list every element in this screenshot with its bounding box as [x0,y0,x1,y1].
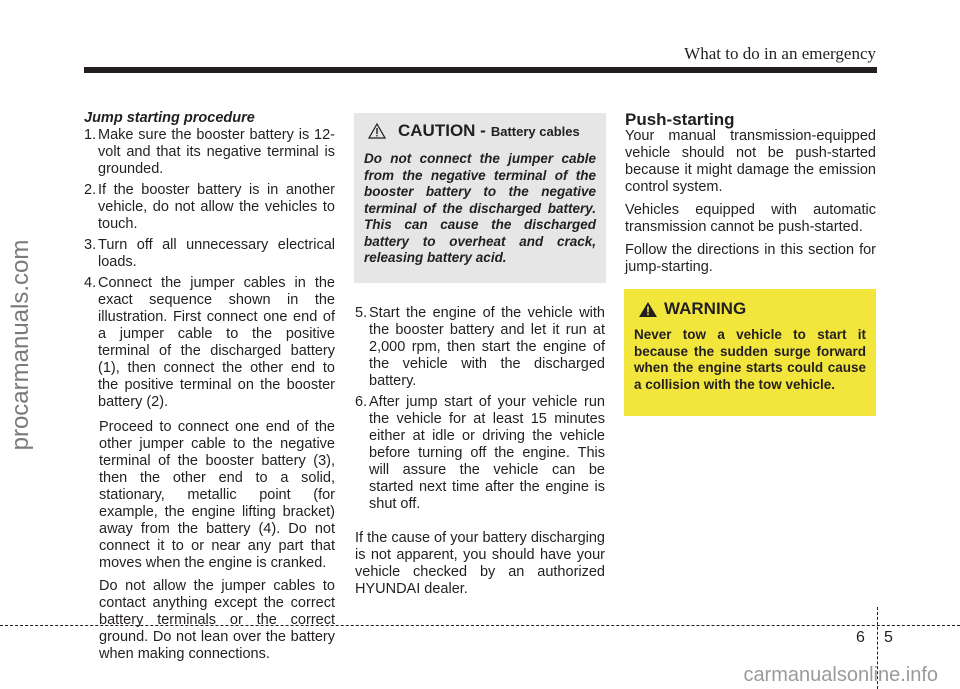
side-watermark-text: procarmanuals.com [7,239,34,450]
warning-box [624,289,876,416]
list-number: 1. [84,127,97,143]
page-header-title: What to do in an emergency [684,44,876,63]
list-text: Make sure the booster battery is 12-volt and that its negative terminal is grounded. [98,127,335,177]
caution-subtitle: Battery cables [490,123,580,139]
list-item [84,127,335,178]
list-item [355,305,605,390]
caution-title: CAUTION - [398,121,486,140]
bottom-watermark: carmanualsonline.info [743,664,938,686]
chapter-number: 6 [856,629,865,646]
warning-body: Never tow a vehicle to start it because the sudden surge forward when the engine starts could cause a collision with the tow vehicle. [634,327,866,392]
side-watermark [4,0,38,689]
warning-title: WARNING [664,299,747,318]
list-text: After jump start of your vehicle run the vehicle for at least 15 minutes either at idle or driving the vehicle before turning off the engine. This will assure the vehicle can be started next time after the engine is shut off. [369,394,605,512]
paragraph: Your manual transmission-equipped vehicle should not be push-started because it might damage the emission control system. [625,128,876,195]
list-item [84,275,335,411]
caution-body: Do not connect the jumper cable from the negative terminal of the booster battery to the negative terminal of the discharged battery. This can cause the discharged battery to overheat and crack, releasing battery acid. [364,151,596,265]
jump-start-heading: Jump starting procedure [84,110,255,126]
paragraph: Follow the directions in this section for jump-starting. [625,242,876,275]
list-text: Turn off all unnecessary electrical loads. [98,237,335,270]
push-starting-heading: Push-starting [625,110,735,129]
caution-box [354,113,606,283]
list-number: 4. [84,275,97,291]
list-number: 5. [355,305,368,321]
list-number: 3. [84,237,97,253]
list-text: Connect the jumper cables in the exact sequence shown in the illustration. First connect one end of a jumper cable to the positive terminal of the discharged battery (1), then connect the other end to the positive terminal on the booster battery (2). [98,275,335,410]
right-column [625,111,876,282]
list-text: Start the engine of the vehicle with the booster battery and let it run at 2,000 rpm, then start the engine of the vehicle with the discharged battery. [369,305,605,389]
footer-rule [0,625,960,627]
header-rule [84,67,877,73]
warning-title-row [638,299,876,319]
paragraph: Vehicles equipped with automatic transmission cannot be push-started. [625,202,876,235]
list-number: 6. [355,394,368,410]
paragraph: Do not allow the jumper cables to contact anything except the correct battery terminals or the correct ground. Do not lean over the battery when making connections. [99,578,335,662]
list-text: If the booster battery is in another vehicle, do not allow the vehicles to touch. [98,182,335,232]
paragraph: Proceed to connect one end of the other jumper cable to the negative terminal of the booster battery (3), then the other end to a solid, stationary, metallic point (for example, the engine lifting bracket) away from the battery (4). Do not connect it to or near any part that moves when the engine is cranked. [99,419,335,571]
paragraph: If the cause of your battery discharging is not apparent, you should have your vehicle checked by an authorized HYUNDAI dealer. [355,530,605,597]
warning-triangle-icon [368,123,386,139]
list-item [84,182,335,233]
middle-column [355,305,605,604]
list-item [355,394,605,513]
page-number: 5 [884,629,893,646]
list-item [84,237,335,271]
left-column [84,110,335,669]
caution-title-row [368,121,606,141]
warning-triangle-icon [638,301,658,318]
list-number: 2. [84,182,97,198]
